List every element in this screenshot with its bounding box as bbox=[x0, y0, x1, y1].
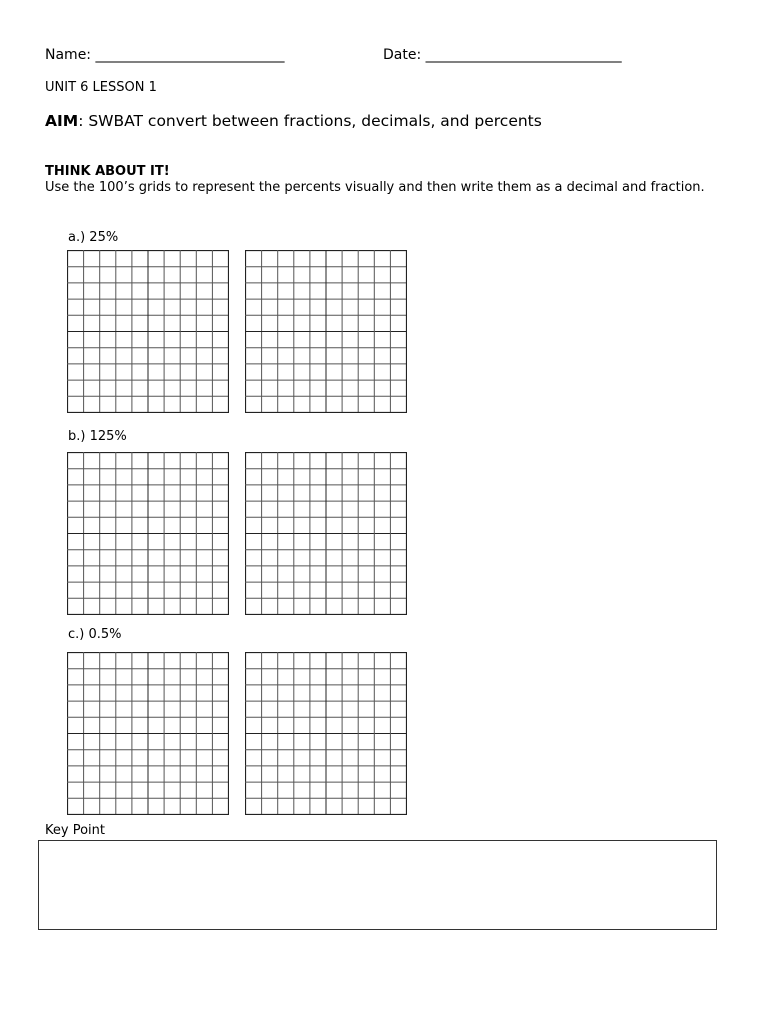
hundreds-grid[interactable] bbox=[245, 452, 407, 615]
grid-lines bbox=[67, 250, 229, 413]
date-field-label: Date: ____________________________ bbox=[383, 47, 622, 63]
problem-c-label: c.) 0.5% bbox=[68, 627, 122, 642]
name-field-label: Name: ___________________________ bbox=[45, 47, 285, 63]
key-point-answer-box[interactable] bbox=[38, 840, 717, 930]
key-point-label: Key Point bbox=[45, 823, 105, 838]
hundreds-grid[interactable] bbox=[67, 652, 229, 815]
aim-text: : SWBAT convert between fractions, decimals, and percents bbox=[78, 112, 542, 130]
aim-statement bbox=[45, 112, 542, 130]
hundreds-grid[interactable] bbox=[67, 452, 229, 615]
grid-lines bbox=[67, 452, 229, 615]
aim-label: AIM bbox=[45, 112, 79, 130]
unit-lesson-label: UNIT 6 LESSON 1 bbox=[45, 80, 157, 95]
hundreds-grid[interactable] bbox=[67, 250, 229, 413]
hundreds-grid[interactable] bbox=[245, 652, 407, 815]
think-about-it-title: THINK ABOUT IT! bbox=[45, 164, 170, 179]
grid-lines bbox=[245, 250, 407, 413]
grid-lines bbox=[245, 652, 407, 815]
hundreds-grid[interactable] bbox=[245, 250, 407, 413]
grid-lines bbox=[67, 652, 229, 815]
grid-lines bbox=[245, 452, 407, 615]
think-instructions: Use the 100’s grids to represent the percents visually and then write them as a decimal and fraction. bbox=[45, 180, 705, 195]
problem-a-label: a.) 25% bbox=[68, 230, 119, 245]
problem-b-label: b.) 125% bbox=[68, 429, 127, 444]
